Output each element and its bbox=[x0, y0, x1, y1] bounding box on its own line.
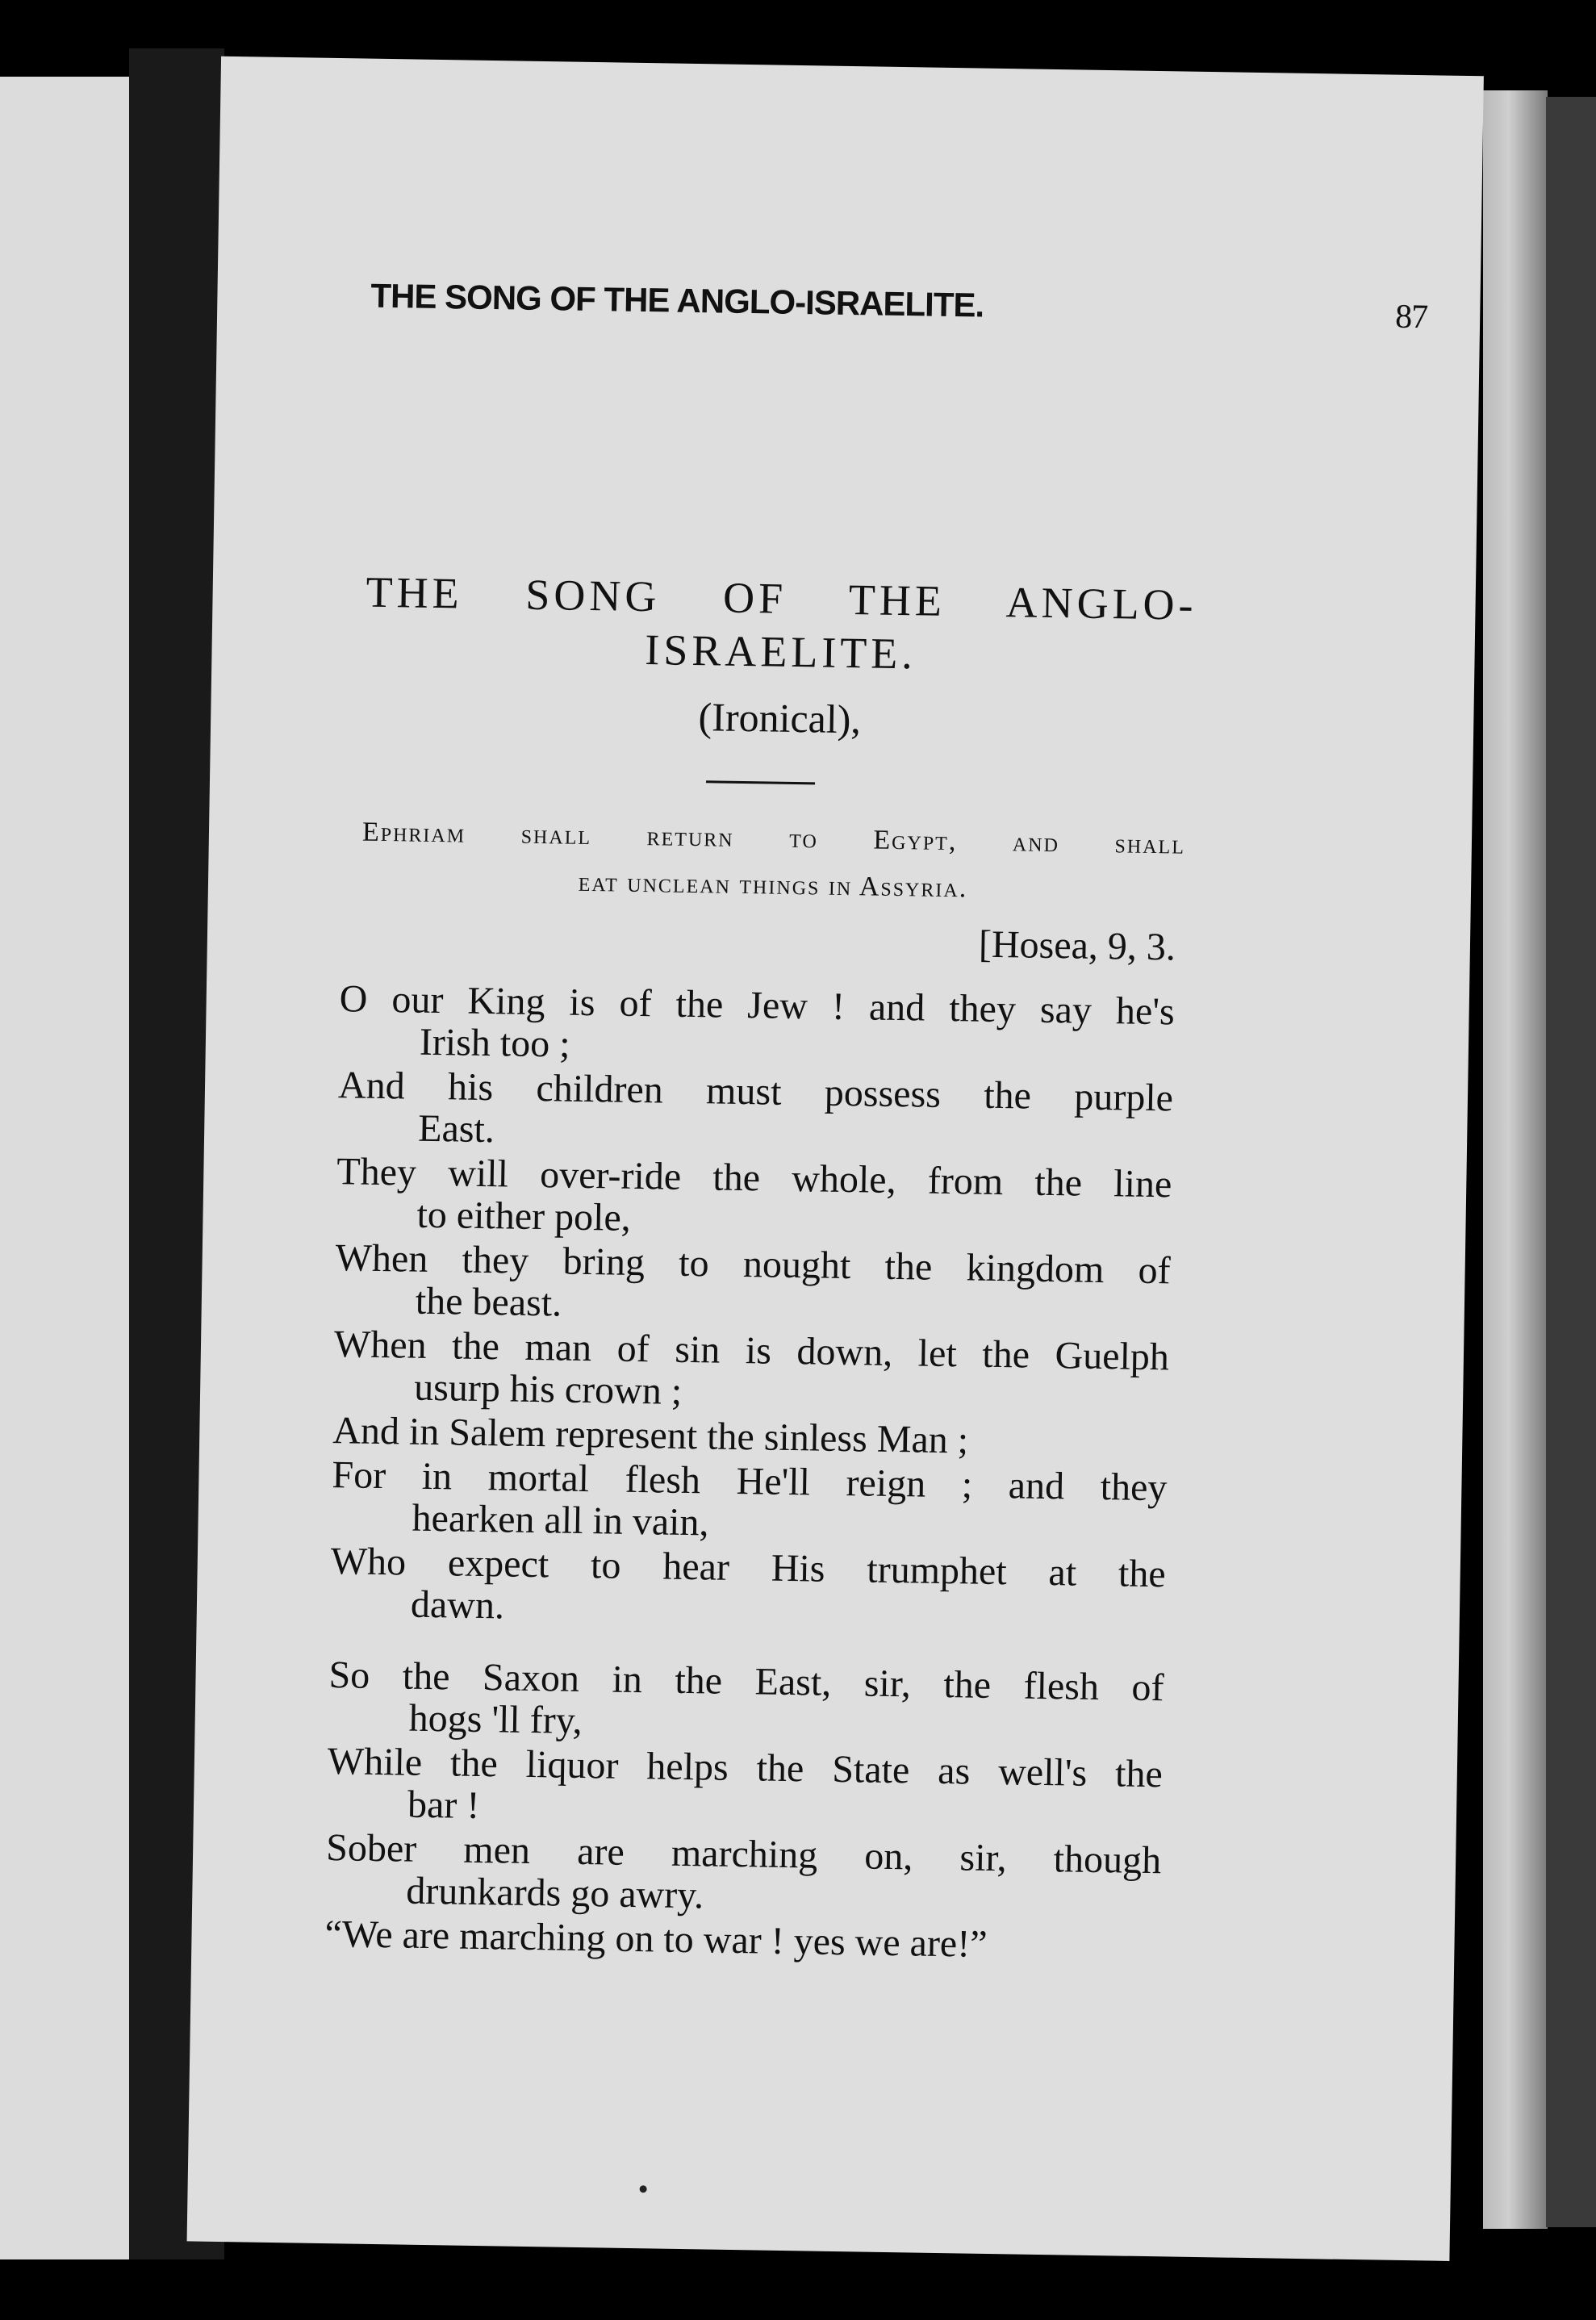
verse-line bbox=[333, 1323, 1170, 1420]
epigraph-line-2: eat unclean things in Assyria. bbox=[578, 867, 968, 904]
poem-subtitle: (Ironical), bbox=[698, 694, 862, 742]
verse-line-text: And his children must possess the purple bbox=[337, 1064, 1174, 1120]
background-edge bbox=[1546, 97, 1596, 2227]
page-stack-edge bbox=[1483, 90, 1548, 2229]
epigraph-citation: [Hosea, 9, 3. bbox=[978, 922, 1176, 969]
left-page-edge bbox=[0, 77, 141, 2259]
verse-line-continuation: hearken all in vain, bbox=[412, 1496, 709, 1545]
verse-line-continuation: bar ! bbox=[407, 1783, 480, 1828]
verse-line-text: When they bring to nought the kingdom of bbox=[335, 1236, 1172, 1293]
verse-line bbox=[336, 1151, 1172, 1248]
page-speck bbox=[640, 2185, 647, 2193]
verse-line bbox=[330, 1540, 1167, 1637]
verse-line-continuation: usurp his crown ; bbox=[413, 1365, 683, 1413]
verse-line-continuation: Irish too ; bbox=[419, 1020, 570, 1066]
verse-line-continuation: to either pole, bbox=[416, 1193, 632, 1239]
poem-title-line-2: ISRAELITE. bbox=[644, 625, 917, 679]
verse-line bbox=[334, 1237, 1171, 1334]
verse-line bbox=[339, 978, 1176, 1075]
verse-line-continuation: drunkards go awry. bbox=[405, 1869, 704, 1917]
verse-line-continuation: dawn. bbox=[410, 1582, 505, 1628]
book-page bbox=[187, 56, 1484, 2261]
verse-line-text: When the man of sin is down, let the Guelph bbox=[333, 1323, 1170, 1379]
verse-line-text: Who expect to hear His trumphet at the bbox=[330, 1540, 1167, 1596]
running-head bbox=[370, 276, 1428, 337]
verse-line bbox=[328, 1654, 1164, 1751]
verse-line bbox=[325, 1827, 1162, 1924]
page-number: 87 bbox=[1394, 298, 1428, 337]
verse-line-text: While the liquor helps the State as well's the bbox=[327, 1740, 1164, 1796]
poem-title bbox=[365, 566, 1197, 685]
title-rule bbox=[706, 780, 815, 784]
running-head-title: THE SONG OF THE ANGLO-ISRAELITE. bbox=[370, 276, 984, 324]
verse-line-text: And in Salem represent the sinless Man ; bbox=[332, 1409, 969, 1462]
verse-line bbox=[327, 1741, 1164, 1837]
verse-line-continuation: East. bbox=[417, 1106, 495, 1152]
poem-title-line-1: THE SONG OF THE ANGLO- bbox=[366, 567, 1198, 629]
verse-line-continuation: the beast. bbox=[415, 1279, 562, 1325]
verse-line bbox=[331, 1454, 1168, 1551]
verse-line-text: Sober men are marching on, sir, though bbox=[325, 1826, 1162, 1883]
verse-line-text: “We are marching on to war ! yes we are!” bbox=[324, 1912, 988, 1966]
verse-line bbox=[337, 1064, 1174, 1161]
poem-body bbox=[324, 978, 1175, 1971]
verse-line-text: For in mortal flesh He'll reign ; and they bbox=[332, 1453, 1168, 1510]
verse-line-text: O our King is of the Jew ! and they say he's bbox=[339, 977, 1176, 1034]
verse-line-continuation: hogs 'll fry, bbox=[408, 1696, 583, 1742]
verse-line-text: They will over-ride the whole, from the line bbox=[336, 1150, 1172, 1206]
epigraph-line-1: Ephriam shall return to Egypt, and shall bbox=[361, 817, 1186, 860]
verse-line-text: So the Saxon in the East, sir, the flesh of bbox=[328, 1653, 1164, 1710]
epigraph bbox=[361, 809, 1186, 916]
